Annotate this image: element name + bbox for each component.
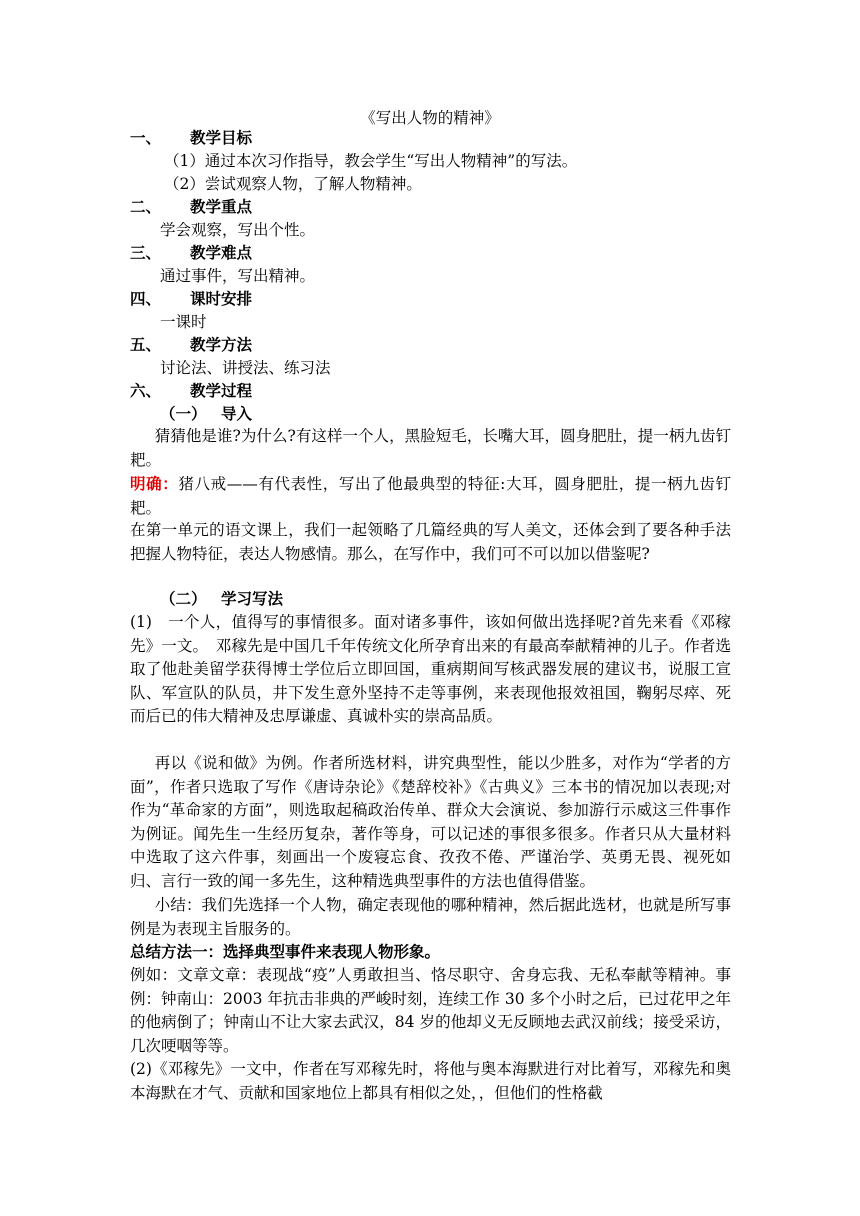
section-body: 通过事件，写出精神。 [160, 267, 316, 285]
paragraph-comparison: (2)《邓稼先》一文中，作者在写邓稼先时，将他与奥本海默进行对比着写，邓稼先和奥本海默在才气、贡献和国家地位上都具有相似之处，，但他们的性格截 [130, 1060, 731, 1102]
answer-paragraph [130, 472, 731, 520]
page-title: 《写出人物的精神》 [360, 109, 500, 127]
subsection-number: （二） [160, 589, 207, 608]
section-body: 讨论法、讲授法、练习法 [160, 359, 331, 377]
section-heading: 教学目标 [190, 128, 253, 147]
section-heading: 教学重点 [190, 197, 253, 216]
section-number: 三、 [130, 243, 162, 262]
paragraph-deng-jiaxian: (1) 一个人，值得写的事情很多。面对诸多事件，该如何做出选择呢?首先来看《邓稼先》一文。 邓稼先是中国几千年传统文化所孕育出来的有最高奉献精神的儿子。作者选取了他赴美留学获得博士学位后立即回国，重病期间写核武器发展的建议书，说服工宣队、军宣队的队员，井下发生意外坚持不走等事例，来表现他报效祖国，鞠躬尽瘁、死而后已的伟大精神及忠厚谦虚、真诚朴实的崇高品质。 [130, 613, 731, 726]
intro-paragraph: 猜猜他是谁?为什么?有这样一个人，黑脸短毛，长嘴大耳，圆身肥肚，提一柄九齿钉耙。 [130, 427, 731, 469]
summary-paragraph: 小结：我们先选择一个人物，确定表现他的哪种精神，然后据此选材，也就是所写事例是为表现主旨服务的。 [130, 896, 731, 938]
paragraph-shuo-he-zuo: 再以《说和做》为例。作者所选材料，讲究典型性，能以少胜多，对作为“学者的方面”，作者只选取了写作《唐诗杂论》《楚辞校补》《古典义》三本书的情况加以表现;对作为“革命家的方面”，则选取起稿政治传单、群众大会演说、参加游行示威这三件事作为例证。闻先生一生经历复杂，著作等身，可以记述的事很多很多。作者只从大量材料中选取了这六件事，刻画出一个废寝忘食、孜孜不倦、严谨治学、英勇无畏、视死如归、言行一致的闻一多先生，这种精选典型事件的方法也值得借鉴。 [130, 754, 731, 890]
section-number: 二、 [130, 197, 162, 216]
section-number: 四、 [130, 289, 162, 308]
section-heading: 教学难点 [190, 243, 253, 262]
example-paragraph: 例如：文章文章：表现战“疫”人勇敢担当、恪尽职守、舍身忘我、无私奉献等精神。事例：钟南山：2003 年抗击非典的严峻时刻，连续工作 30 多个小时之后，已过花甲之年的他病倒了；钟南山不让大家去武汉，84 岁的他却义无反顾地去武汉前线；接受采访，几次哽咽等等。 [130, 966, 731, 1055]
section-heading: 教学方法 [190, 335, 253, 354]
section-body: 学会观察，写出个性。 [160, 221, 316, 239]
section-heading: 教学过程 [190, 381, 253, 400]
objective-item: （2）尝试观察人物，了解人物精神。 [164, 175, 422, 193]
objective-item: （1）通过本次习作指导，教会学生“写出人物精神”的写法。 [164, 152, 578, 170]
section-number: 六、 [130, 381, 162, 400]
subsection-number: （一） [160, 404, 207, 423]
section-number: 一、 [130, 128, 162, 147]
method-one-heading: 总结方法一：选择典型事件来表现人物形象。 [130, 942, 441, 961]
answer-text: 猪八戒——有代表性，写出了他最典型的特征:大耳，圆身肥肚，提一柄九齿钉耙。 [130, 475, 731, 517]
section-number: 五、 [130, 335, 162, 354]
section-heading: 课时安排 [190, 289, 253, 308]
answer-label: 明确： [130, 474, 179, 493]
subsection-heading: 导入 [221, 404, 253, 423]
section-body: 一课时 [160, 313, 207, 331]
subsection-heading: 学习写法 [221, 589, 284, 608]
unit-paragraph: 在第一单元的语文课上，我们一起领略了几篇经典的写人美文，还体会到了要各种手法把握人物特征，表达人物感情。那么，在写作中，我们可不可以加以借鉴呢? [130, 521, 731, 563]
